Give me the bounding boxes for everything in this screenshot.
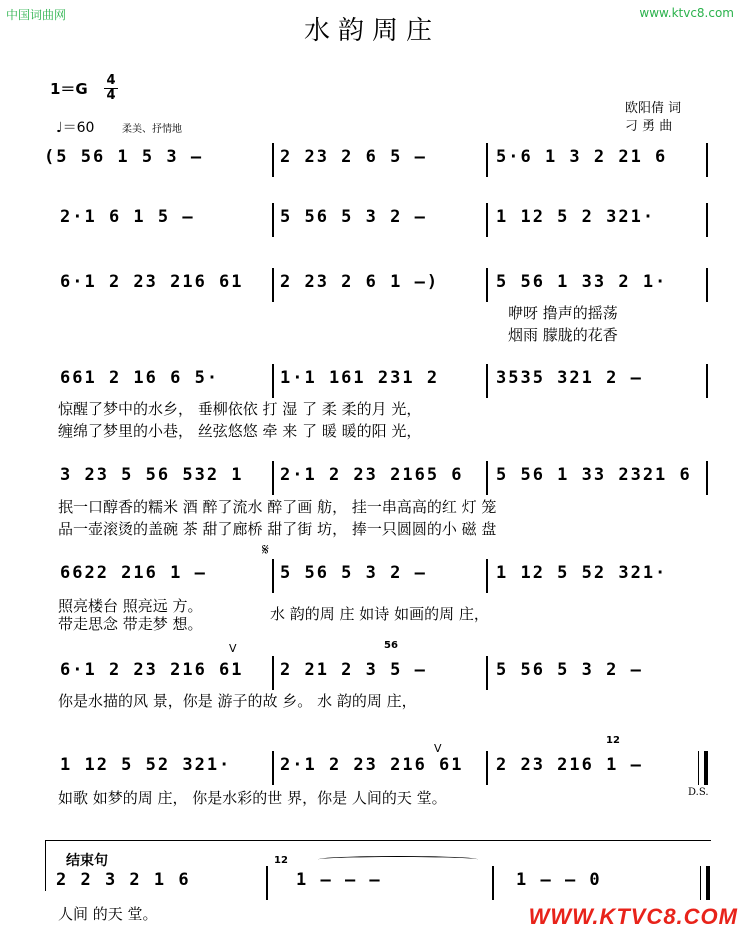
measure: 2 23 2 6 1 –) (280, 272, 440, 292)
volta-56: 56 (384, 640, 398, 651)
measure: 5 56 5 3 2 – (496, 660, 643, 680)
lyric-line: 缠绵了梦里的小巷， 丝弦悠悠 牵 来 了 暖 暖的阳 光， (58, 422, 422, 440)
measure: 1 12 5 2 321· (496, 207, 656, 227)
volta-12: 12 (606, 735, 620, 746)
lyric-line: 照亮楼台 照亮远 方。 (58, 597, 203, 615)
watermark-bottom-right[interactable]: WWW.KTVC8.COM (528, 904, 738, 929)
measure: 5 56 5 3 2 – (280, 207, 427, 227)
lyric-line: 人间 的天 堂。 (58, 905, 158, 923)
volta-12-coda: 12 (274, 855, 288, 866)
barline (272, 268, 274, 302)
final-barline-thick (706, 866, 710, 900)
lyric-line: 水 韵的周 庄 如诗 如画的周 庄， (270, 605, 489, 623)
repeat-barline-thick (704, 751, 708, 785)
score-row-1 (40, 147, 710, 187)
ds-marking: D.S. (688, 787, 709, 798)
measure: 2 2 3 2 1 6 (56, 870, 191, 890)
barline (706, 364, 708, 398)
barline (706, 268, 708, 302)
barline (486, 143, 488, 177)
measure: 5 56 1 33 2321 6 (496, 465, 692, 485)
measure: 2 23 2 6 5 – (280, 147, 427, 167)
barline (272, 203, 274, 237)
song-title: 水韵周庄 (303, 16, 440, 46)
barline (486, 364, 488, 398)
barline (272, 751, 274, 785)
barline (706, 203, 708, 237)
barline (486, 461, 488, 495)
measure: 5·6 1 3 2 21 6 (496, 147, 668, 167)
key-signature: 1＝G (50, 80, 88, 98)
measure: 2·1 6 1 5 – (60, 207, 195, 227)
barline (706, 461, 708, 495)
segno-sign: 𝄋 (262, 540, 269, 559)
time-signature (104, 74, 118, 103)
measure: 5 56 1 33 2 1· (496, 272, 668, 292)
time-denominator: 4 (104, 88, 118, 103)
barline (486, 203, 488, 237)
lyric-line: 惊醒了梦中的水乡， 垂柳依依 打 湿 了 柔 柔的月 光， (58, 400, 422, 418)
lyric-line: 抿一口醇香的糯米 酒 醉了流水 醉了画 舫， 挂一串高高的红 灯 笼 (58, 498, 497, 516)
barline (272, 461, 274, 495)
tempo-marking: ♩＝60 (56, 120, 95, 136)
tie-arc (318, 856, 478, 863)
lyric-line: 咿呀 撸声的摇荡 (508, 304, 618, 322)
watermark-top-left: 中国词曲网 (6, 8, 67, 22)
lyric-line: 带走思念 带走梦 想。 (58, 615, 203, 633)
composer-credit: 刁 勇 曲 (625, 119, 673, 134)
measure: 6·1 2 23 216 61 (60, 272, 244, 292)
barline (492, 866, 494, 900)
score-row-2 (40, 207, 710, 247)
measure: 1·1 161 231 2 (280, 368, 440, 388)
measure: 3535 321 2 – (496, 368, 643, 388)
measure: 3 23 5 56 532 1 (60, 465, 244, 485)
barline (486, 751, 488, 785)
measure: (5 56 1 5 3 – (44, 147, 204, 167)
measure: 2·1 2 23 2165 6 (280, 465, 464, 485)
lyric-line: 烟雨 朦胧的花香 (508, 326, 618, 344)
time-numerator: 4 (106, 73, 116, 88)
measure: 1 12 5 52 321· (60, 755, 232, 775)
barline (486, 656, 488, 690)
expression-marking: 柔美、抒情地 (122, 124, 182, 135)
lyric-line: 你是水描的风 景，你是 游子的故 乡。 水 韵的周 庄， (58, 692, 417, 710)
measure: 2·1 2 23 216 61 (280, 755, 464, 775)
watermark-top-right[interactable]: www.ktvc8.com (639, 6, 734, 20)
barline (266, 866, 268, 900)
lyric-line: 如歌 如梦的周 庄， 你是水彩的世 界，你是 人间的天 堂。 (58, 789, 447, 807)
barline (486, 559, 488, 593)
measure: 2 23 216 1 – (496, 755, 643, 775)
barline (706, 143, 708, 177)
repeat-barline-thin (698, 751, 699, 785)
measure: 5 56 5 3 2 – (280, 563, 427, 583)
breath-mark: V (434, 742, 442, 755)
lyricist-credit: 欧阳倩 词 (625, 101, 682, 116)
measure: 1 – – – (296, 870, 382, 890)
measure: 661 2 16 6 5· (60, 368, 220, 388)
breath-mark: V (229, 642, 237, 655)
barline (272, 143, 274, 177)
barline (272, 656, 274, 690)
measure: 6·1 2 23 216 61 (60, 660, 244, 680)
measure: 2 21 2 3 5 – (280, 660, 427, 680)
measure: 1 – – 0 (516, 870, 602, 890)
lyric-line: 品一壶滚烫的盖碗 茶 甜了廊桥 甜了街 坊， 捧一只圆圆的小 磁 盘 (58, 520, 497, 538)
measure: 6622 216 1 – (60, 563, 207, 583)
measure: 1 12 5 52 321· (496, 563, 668, 583)
final-barline-thin (700, 866, 701, 900)
barline (486, 268, 488, 302)
coda-label: 结束句 (66, 853, 108, 869)
barline (272, 364, 274, 398)
barline (272, 559, 274, 593)
